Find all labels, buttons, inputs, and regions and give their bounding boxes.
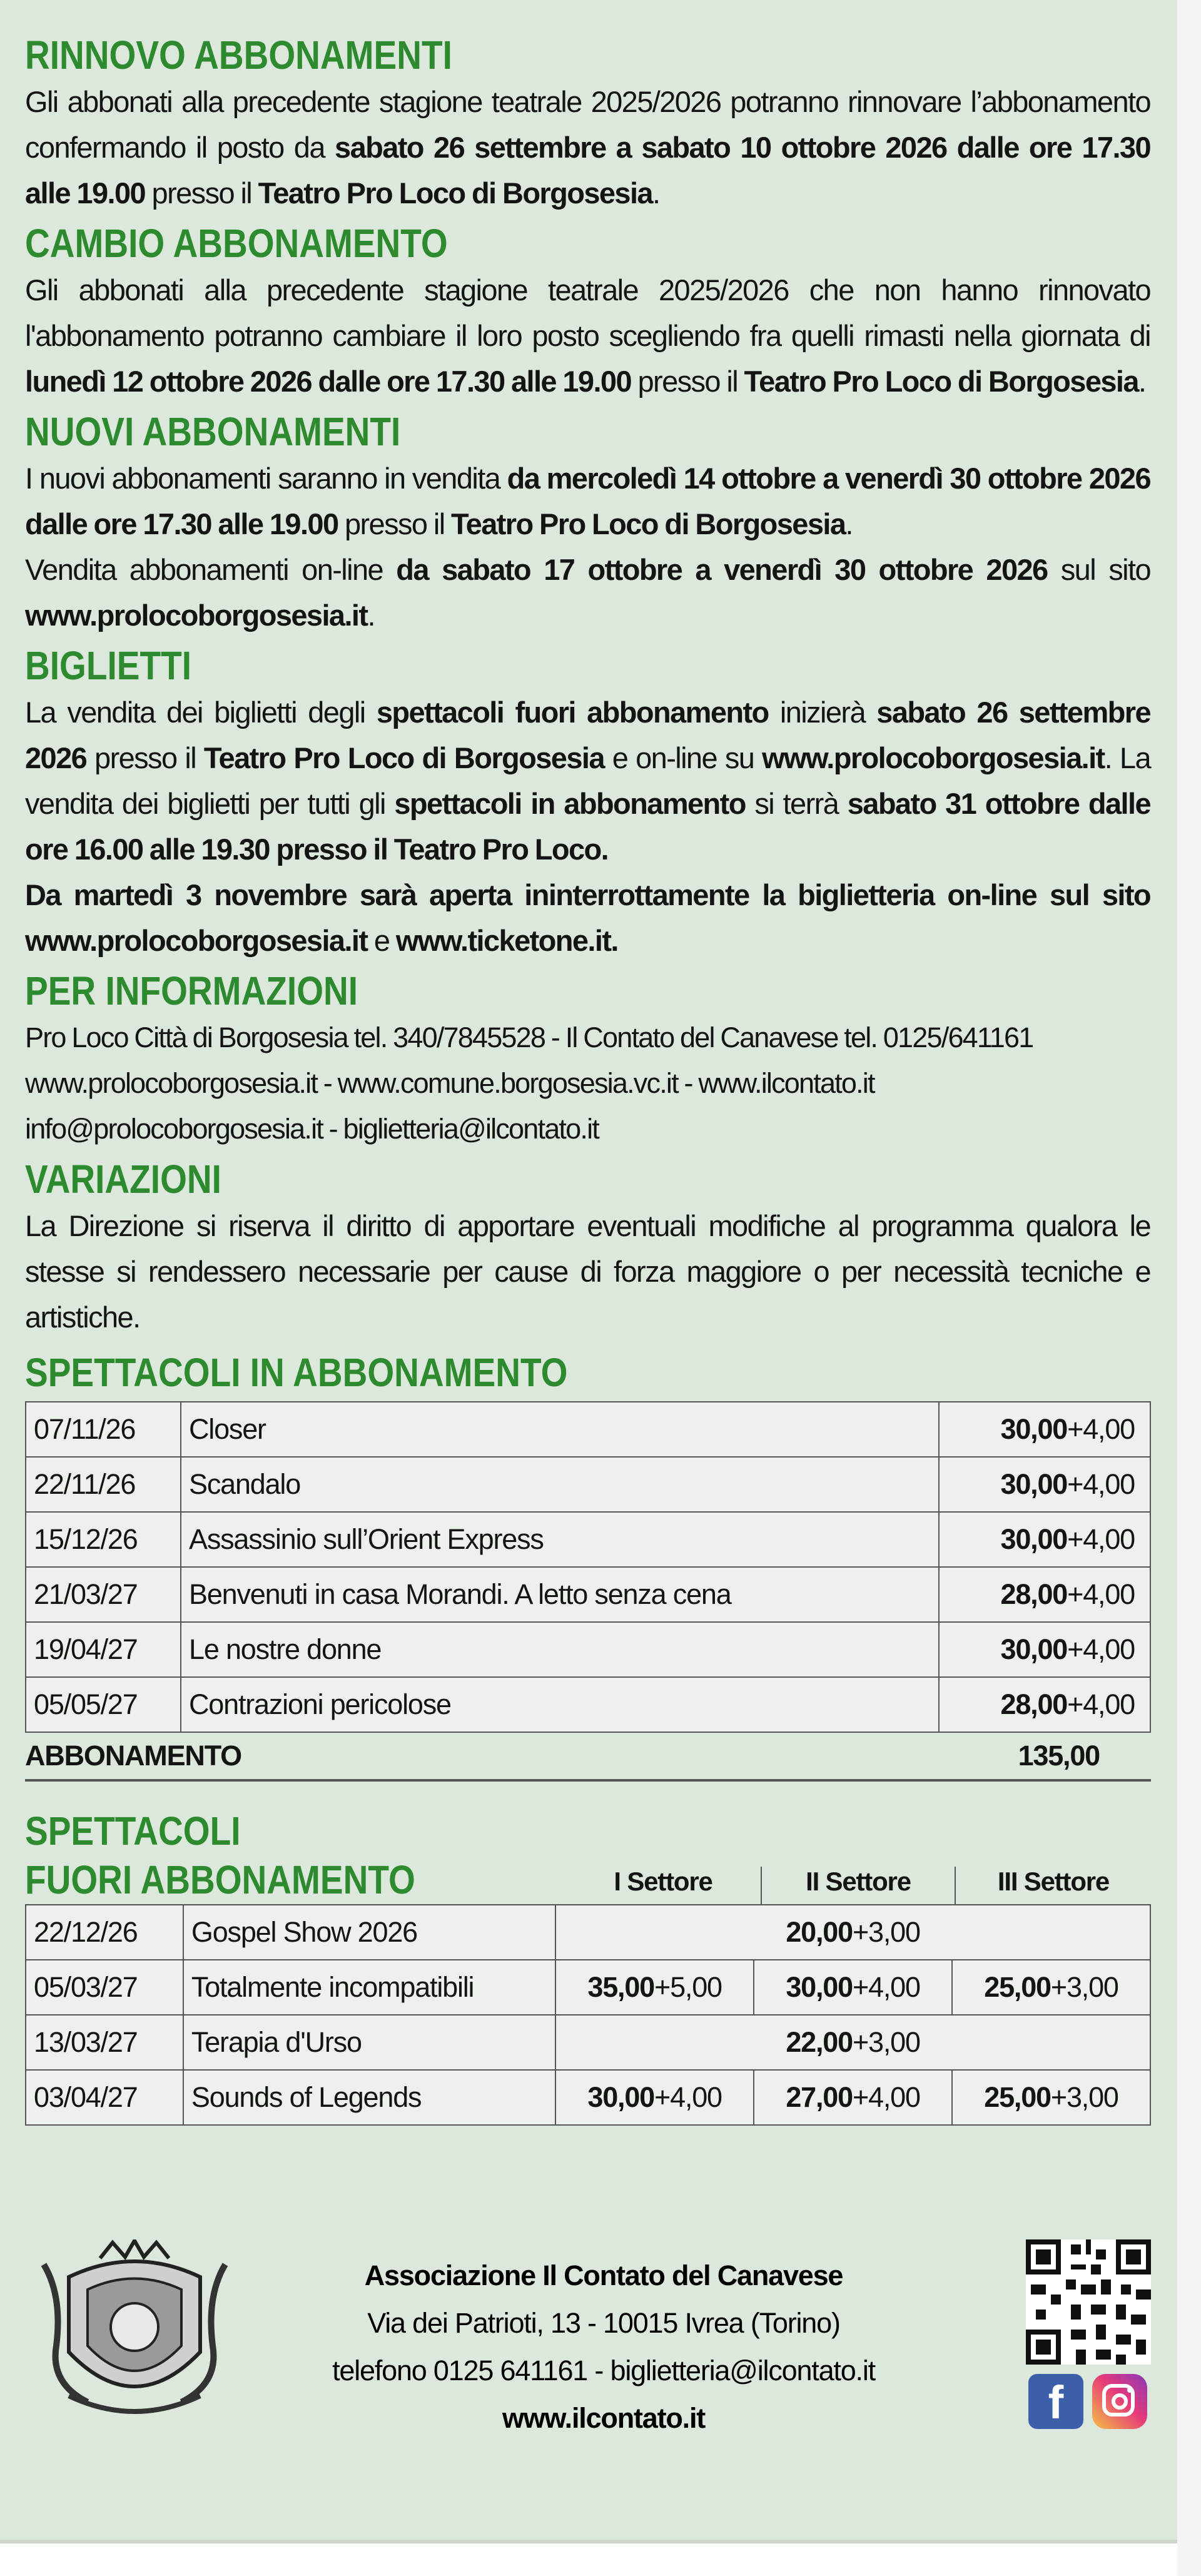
price-fee: +3,00 xyxy=(1050,2081,1118,2113)
table-row xyxy=(26,2070,1150,2125)
price-fee: +4,00 xyxy=(1067,1688,1135,1720)
proloco-website-link[interactable]: www.prolocoborgosesia.it xyxy=(25,599,368,632)
show-title: Contrazioni pericolose xyxy=(181,1677,939,1732)
sector-header-1: I Settore xyxy=(614,1867,712,1896)
association-website[interactable]: www.ilcontato.it xyxy=(502,2402,706,2434)
price-fee: +4,00 xyxy=(1067,1413,1135,1445)
table-row xyxy=(26,1677,1150,1732)
cambio-text: Gli abbonati alla precedente stagione teatrale 2025/2026 che non hanno rinnovato l'abbonamento potranno cambiare il loro posto scegliendo fra quelli rimasti nella giornata di lunedì 12 ottobre 2026 dalle ore 17.30 alle 19.00 presso il Teatro Pro Loco di Borgosesia. xyxy=(25,273,1150,398)
show-title: Le nostre donne xyxy=(181,1622,939,1677)
price-value: 30,00 xyxy=(1000,1468,1068,1500)
fuori-title-line2: FUORI ABBONAMENTO xyxy=(25,1857,415,1902)
table-row xyxy=(26,1512,1150,1567)
show-date: 03/04/27 xyxy=(26,2070,183,2125)
price-fee: +4,00 xyxy=(1067,1468,1135,1500)
show-title: Benvenuti in casa Morandi. A letto senza cena xyxy=(181,1567,939,1622)
table-row xyxy=(26,1567,1150,1622)
abbonamento-total-label: ABBONAMENTO xyxy=(25,1740,241,1772)
price-value: 30,00 xyxy=(1000,1523,1068,1555)
social-links xyxy=(1028,2374,1147,2429)
show-date: 22/12/26 xyxy=(26,1905,183,1960)
show-price xyxy=(939,1512,1150,1567)
section-title-abbonamento: SPETTACOLI IN ABBONAMENTO xyxy=(25,1350,568,1395)
show-date: 07/11/26 xyxy=(26,1402,181,1457)
instagram-icon[interactable] xyxy=(1092,2374,1147,2429)
show-price-single xyxy=(555,2015,1150,2070)
qr-code-icon[interactable] xyxy=(1026,2239,1151,2365)
price-fee: +3,00 xyxy=(852,2026,920,2058)
show-price-s1 xyxy=(555,1960,754,2015)
price-fee: +5,00 xyxy=(654,1971,722,2003)
price-value: 28,00 xyxy=(1000,1688,1068,1720)
section-title-biglietti: BIGLIETTI xyxy=(25,643,192,688)
price-fee: +4,00 xyxy=(1067,1633,1135,1665)
biglietti-text: La vendita dei biglietti degli spettacoli fuori abbonamento inizierà sabato 26 settembre 2026 presso il Teatro Pro Loco di Borgosesia e on-line su www.prolocoborgosesia.it. La vendita dei biglietti per tutti gli spettacoli in abbonamento si terrà sabato 31 ottobre dalle ore 16.00 alle 19.30 presso il Teatro Pro Loco. Da martedì 3 novembre sarà aperta ininterrottamente la biglietteria on-line sul sito www.prolocoborgosesia.it e www.ticketone.it. xyxy=(25,696,1151,957)
price-value: 30,00 xyxy=(786,1971,853,2003)
page-bottom-edge xyxy=(0,2540,1177,2543)
price-fee: +3,00 xyxy=(852,1916,920,1948)
price-value: 20,00 xyxy=(786,1916,853,1948)
show-date: 15/12/26 xyxy=(26,1512,181,1567)
informazioni-text xyxy=(25,1015,1150,1152)
price-fee: +4,00 xyxy=(654,2081,722,2113)
show-price-single xyxy=(555,1905,1150,1960)
table-row xyxy=(26,1960,1150,2015)
abbonamento-total-row xyxy=(25,1733,1151,1782)
show-date: 05/03/27 xyxy=(26,1960,183,2015)
table-row xyxy=(26,1402,1150,1457)
table-row xyxy=(26,1622,1150,1677)
show-title: Sounds of Legends xyxy=(183,2070,555,2125)
crest-logo xyxy=(31,2239,238,2421)
sector-header-2: II Settore xyxy=(761,1867,956,1904)
association-address: Via dei Patrioti, 13 - 10015 Ivrea (Torino) xyxy=(367,2307,840,2339)
price-value: 30,00 xyxy=(1000,1633,1068,1665)
show-price-s1 xyxy=(555,2070,754,2125)
show-title: Gospel Show 2026 xyxy=(183,1905,555,1960)
show-price xyxy=(939,1622,1150,1677)
show-title: Assassinio sull’Orient Express xyxy=(181,1512,939,1567)
price-value: 27,00 xyxy=(786,2081,853,2113)
show-date: 05/05/27 xyxy=(26,1677,181,1732)
association-contact: telefono 0125 641161 - biglietteria@ilcontato.it xyxy=(332,2355,875,2386)
show-price-s2 xyxy=(754,2070,952,2125)
sector-header-3: III Settore xyxy=(997,1867,1110,1896)
price-value: 30,00 xyxy=(587,2081,655,2113)
rinnovo-text: Gli abbonati alla precedente stagione teatrale 2025/2026 potranno rinnovare l’abbonamento confermando il posto da sabato 26 settembre a sabato 10 ottobre 2026 dalle ore 17.30 alle 19.00 presso il Teatro Pro Loco di Borgosesia. xyxy=(25,85,1150,210)
show-date: 13/03/27 xyxy=(26,2015,183,2070)
variazioni-text: La Direzione si riserva il diritto di apportare eventuali modifiche al programma qualora le stesse si rendessero necessarie per cause di forza maggiore o per necessità tecniche e artistiche. xyxy=(25,1209,1150,1334)
section-title-variazioni: VARIAZIONI xyxy=(25,1157,221,1202)
info-email-line[interactable]: info@prolocoborgosesia.it - biglietteria@ilcontato.it xyxy=(25,1113,599,1145)
abbonamento-table xyxy=(25,1401,1151,1733)
price-value: 30,00 xyxy=(1000,1413,1068,1445)
show-date: 19/04/27 xyxy=(26,1622,181,1677)
table-row xyxy=(26,2015,1150,2070)
show-date: 21/03/27 xyxy=(26,1567,181,1622)
fuori-title xyxy=(25,1807,479,1904)
table-row xyxy=(26,1457,1150,1512)
price-value: 25,00 xyxy=(984,1971,1051,2003)
show-title: Closer xyxy=(181,1402,939,1457)
fuori-table xyxy=(25,1904,1151,2126)
show-title: Totalmente incompatibili xyxy=(183,1960,555,2015)
show-price xyxy=(939,1567,1150,1622)
price-value: 25,00 xyxy=(984,2081,1051,2113)
section-title-nuovi: NUOVI ABBONAMENTI xyxy=(25,409,401,454)
footer xyxy=(25,2239,1151,2458)
info-websites-line[interactable]: www.prolocoborgosesia.it - www.comune.borgosesia.vc.it - www.ilcontato.it xyxy=(25,1067,874,1099)
association-info xyxy=(288,2252,920,2442)
show-price-s3 xyxy=(952,2070,1150,2125)
show-price-s2 xyxy=(754,1960,952,2015)
show-price-s3 xyxy=(952,1960,1150,2015)
table-row xyxy=(26,1905,1150,1960)
section-title-rinnovo: RINNOVO ABBONAMENTI xyxy=(25,33,452,78)
nuovi-text: I nuovi abbonamenti saranno in vendita da mercoledì 14 ottobre a venerdì 30 ottobre 2026 dalle ore 17.30 alle 19.00 presso il Teatro Pro Loco di Borgosesia. Vendita abbonamenti on-line da sabato 17 ottobre a venerdì 30 ottobre 2026 sul sito www.prolocoborgosesia.it. xyxy=(25,462,1150,632)
show-price xyxy=(939,1677,1150,1732)
price-value: 35,00 xyxy=(587,1971,655,2003)
association-name: Associazione Il Contato del Canavese xyxy=(364,2259,843,2291)
show-price xyxy=(939,1457,1150,1512)
price-fee: +3,00 xyxy=(1050,1971,1118,2003)
price-value: 28,00 xyxy=(1000,1578,1068,1610)
info-phone-line: Pro Loco Città di Borgosesia tel. 340/7845528 - Il Contato del Canavese tel. 0125/641161 xyxy=(25,1022,1033,1053)
section-title-cambio: CAMBIO ABBONAMENTO xyxy=(25,221,448,266)
price-fee: +4,00 xyxy=(1067,1523,1135,1555)
fuori-title-line1: SPETTACOLI xyxy=(25,1808,241,1853)
price-fee: +4,00 xyxy=(852,2081,920,2113)
page-edge-shade xyxy=(1177,0,1201,2576)
show-date: 22/11/26 xyxy=(26,1457,181,1512)
facebook-icon[interactable]: f xyxy=(1028,2374,1083,2429)
ticketone-link[interactable]: www.ticketone.it. xyxy=(395,924,618,957)
sector-headers xyxy=(565,1867,1151,1904)
show-price xyxy=(939,1402,1150,1457)
abbonamento-total-value: 135,00 xyxy=(1018,1740,1100,1772)
show-title: Terapia d'Urso xyxy=(183,2015,555,2070)
price-value: 22,00 xyxy=(786,2026,853,2058)
fuori-header xyxy=(25,1807,1151,1904)
show-title: Scandalo xyxy=(181,1457,939,1512)
price-fee: +4,00 xyxy=(1067,1578,1135,1610)
price-fee: +4,00 xyxy=(852,1971,920,2003)
section-title-informazioni: PER INFORMAZIONI xyxy=(25,968,358,1013)
